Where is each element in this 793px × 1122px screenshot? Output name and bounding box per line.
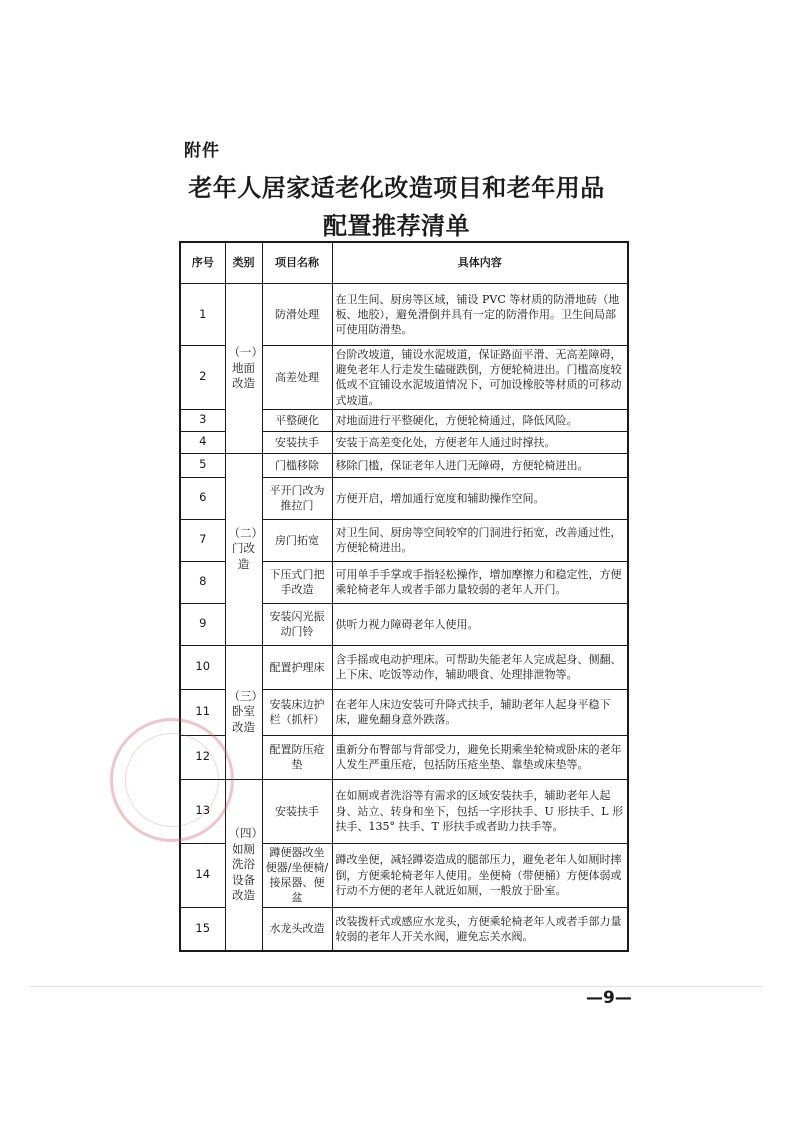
category-floor: （一） 地面改造 — [225, 284, 262, 454]
row-no: 2 — [180, 346, 225, 410]
table-header-row — [180, 242, 628, 284]
recommendation-table — [179, 241, 629, 952]
row-no: 10 — [180, 645, 225, 689]
category-toilet-bath: （四） 如厕洗浴设备改造 — [225, 779, 262, 951]
row-desc: 重新分布臀部与背部受力，避免长期乘坐轮椅或卧床的老年人发生严重压疮，包括防压疮坐垫、靠垫或床垫等。 — [332, 735, 628, 779]
row-desc: 在如厕或者洗浴等有需求的区域安装扶手，辅助老年人起身、站立、转身和坐下，包括一字形扶手、U 形扶手、L 形扶手、135° 扶手、T 形扶手或者助力扶手等。 — [332, 779, 628, 843]
row-item: 蹲便器改坐便器/坐便椅/接尿器、便盆 — [262, 843, 332, 907]
table-row — [180, 645, 628, 689]
row-item: 门槛移除 — [262, 453, 332, 477]
bottom-divider — [30, 986, 763, 987]
row-no: 15 — [180, 907, 225, 951]
row-desc: 蹲改坐便，减轻蹲姿造成的腿部压力，避免老年人如厕时摔倒，方便乘轮椅老年人使用。坐便椅（带便桶）方便体弱或行动不方便的老年人就近如厕，一般放于卧室。 — [332, 843, 628, 907]
document-title-line2: 配置推荐清单 — [323, 212, 470, 240]
row-no: 4 — [180, 431, 225, 453]
page-number: —9— — [586, 988, 632, 1008]
row-desc: 方便开启，增加通行宽度和辅助操作空间。 — [332, 477, 628, 519]
row-desc: 移除门槛，保证老年人进门无障碍，方便轮椅进出。 — [332, 453, 628, 477]
row-item: 安装床边护栏（抓杆） — [262, 689, 332, 735]
category-door: （二） 门改造 — [225, 453, 262, 645]
row-desc: 在卫生间、厨房等区域，铺设 PVC 等材质的防滑地砖（地板、地胶），避免滑倒并具有一定的防滑作用。卫生间局部可使用防滑垫。 — [332, 284, 628, 346]
row-desc: 台阶改坡道，铺设水泥坡道，保证路面平滑、无高差障碍，避免老年人行走发生磕碰跌倒，方便轮椅进出。门槛高度较低或不宜铺设水泥坡道情况下，可加设橡胶等材质的可移动式坡道。 — [332, 346, 628, 410]
row-item: 房门拓宽 — [262, 519, 332, 561]
row-item: 防滑处理 — [262, 284, 332, 346]
row-desc: 对地面进行平整硬化，方便轮椅通过，降低风险。 — [332, 409, 628, 431]
header-item: 项目名称 — [262, 242, 332, 284]
row-item: 安装扶手 — [262, 779, 332, 843]
row-item: 配置护理床 — [262, 645, 332, 689]
row-no: 11 — [180, 689, 225, 735]
row-no: 13 — [180, 779, 225, 843]
attachment-label: 附件 — [184, 141, 220, 161]
row-no: 9 — [180, 603, 225, 645]
row-item: 水龙头改造 — [262, 907, 332, 951]
row-item: 下压式门把手改造 — [262, 561, 332, 603]
row-item: 配置防压疮垫 — [262, 735, 332, 779]
category-bedroom: （三） 卧室改造 — [225, 645, 262, 779]
row-no: 12 — [180, 735, 225, 779]
row-no: 5 — [180, 453, 225, 477]
row-no: 14 — [180, 843, 225, 907]
row-desc: 安装于高差变化处，方便老年人通过时撑扶。 — [332, 431, 628, 453]
row-desc: 含手摇或电动护理床。可帮助失能老年人完成起身、侧翻、上下床、吃饭等动作，辅助喂食、处理排泄物等。 — [332, 645, 628, 689]
table-row — [180, 453, 628, 477]
row-item: 平开门改为推拉门 — [262, 477, 332, 519]
row-item: 安装扶手 — [262, 431, 332, 453]
row-desc: 改装拨杆式或感应水龙头，方便乘轮椅老年人或者手部力量较弱的老年人开关水阀，避免忘关水阀。 — [332, 907, 628, 951]
row-no: 1 — [180, 284, 225, 346]
row-desc: 供听力视力障碍老年人使用。 — [332, 603, 628, 645]
table-row — [180, 779, 628, 843]
row-no: 6 — [180, 477, 225, 519]
row-no: 8 — [180, 561, 225, 603]
header-no: 序号 — [180, 242, 225, 284]
row-item: 高差处理 — [262, 346, 332, 410]
row-no: 7 — [180, 519, 225, 561]
row-item: 平整硬化 — [262, 409, 332, 431]
row-item: 安装闪光振动门铃 — [262, 603, 332, 645]
document-title-line1: 老年人居家适老化改造项目和老年用品 — [188, 174, 605, 202]
row-no: 3 — [180, 409, 225, 431]
table-row — [180, 284, 628, 346]
row-desc: 对卫生间、厨房等空间较窄的门洞进行拓宽，改善通过性，方便轮椅进出。 — [332, 519, 628, 561]
header-content: 具体内容 — [332, 242, 628, 284]
row-desc: 在老年人床边安装可升降式扶手，辅助老年人起身平稳下床，避免翻身意外跌落。 — [332, 689, 628, 735]
row-desc: 可用单手手掌或手指轻松操作，增加摩擦力和稳定性，方便乘轮椅老年人或者手部力量较弱的老年人开门。 — [332, 561, 628, 603]
header-category: 类别 — [225, 242, 262, 284]
